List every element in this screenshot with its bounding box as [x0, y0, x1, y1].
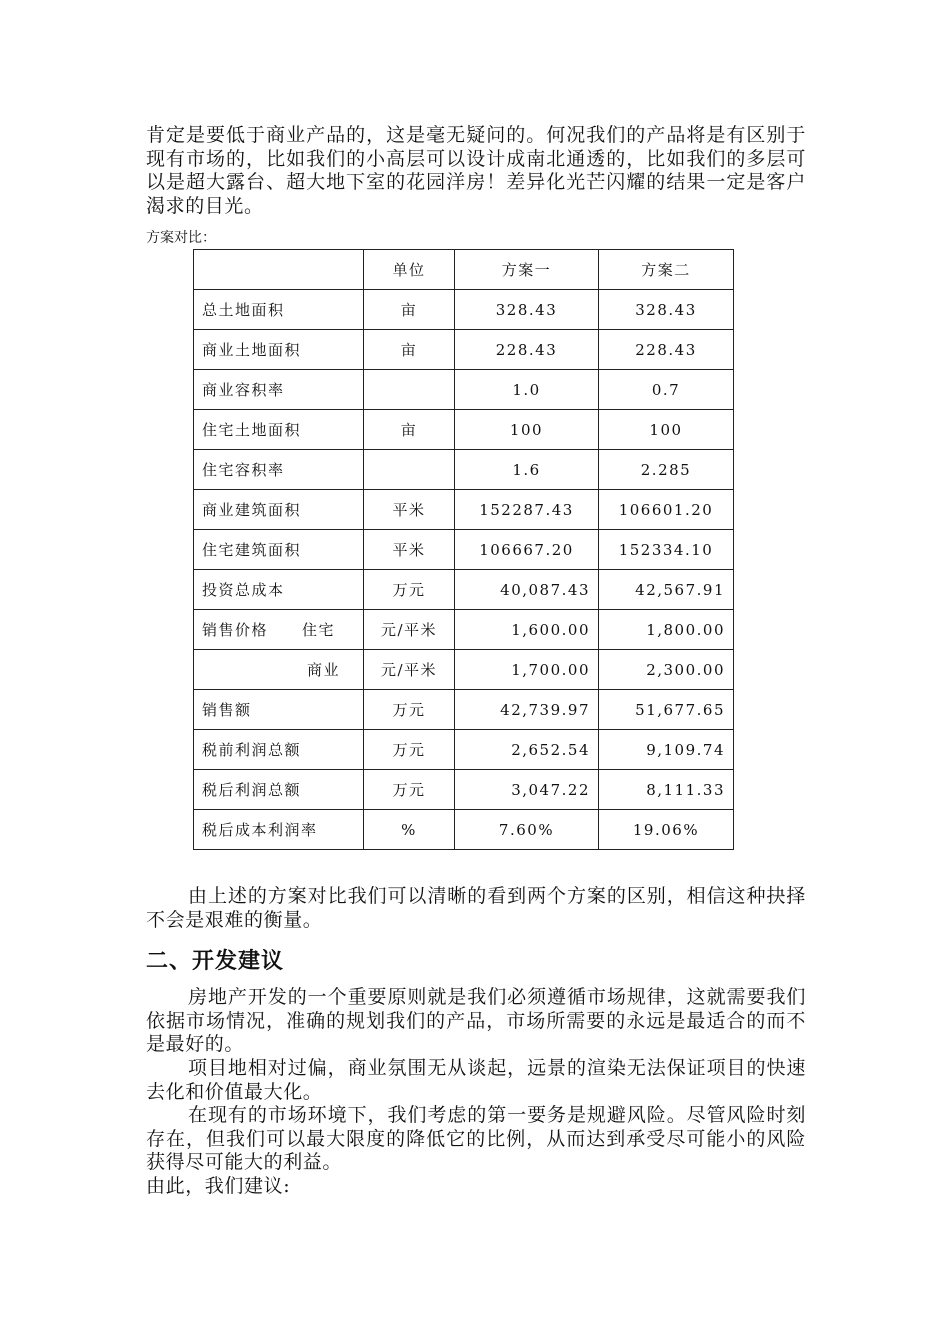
row-unit: 亩	[364, 290, 455, 330]
row-plan1-value: 1,700.00	[455, 650, 599, 690]
row-label: 税前利润总额	[194, 730, 364, 770]
row-label: 总土地面积	[194, 290, 364, 330]
table-row	[194, 810, 734, 850]
after-table-paragraph: 由上述的方案对比我们可以清晰的看到两个方案的区别，相信这种抉择不会是艰难的衡量。	[146, 885, 806, 931]
row-plan1-value: 100	[455, 410, 599, 450]
row-plan1-value: 152287.43	[455, 490, 599, 530]
table-row	[194, 650, 734, 690]
row-unit: %	[364, 810, 455, 850]
body-paragraph: 项目地相对过偏，商业氛围无从谈起，远景的渲染无法保证项目的快速去化和价值最大化。	[146, 1057, 806, 1103]
row-plan1-value: 328.43	[455, 290, 599, 330]
row-label: 商业建筑面积	[194, 490, 364, 530]
table-row	[194, 570, 734, 610]
table-row	[194, 290, 734, 330]
table-row	[194, 450, 734, 490]
row-unit: 元/平米	[364, 610, 455, 650]
table-row	[194, 490, 734, 530]
row-label: 投资总成本	[194, 570, 364, 610]
header-cell-plan1: 方案一	[455, 250, 599, 290]
row-plan2-value: 9,109.74	[599, 730, 734, 770]
row-plan2-value: 1,800.00	[599, 610, 734, 650]
row-label: 住宅建筑面积	[194, 530, 364, 570]
body-paragraph: 在现有的市场环境下，我们考虑的第一要务是规避风险。尽管风险时刻存在，但我们可以最大限度的降低它的比例，从而达到承受尽可能小的风险获得尽可能大的利益。	[146, 1104, 806, 1173]
table-header-row	[194, 250, 734, 290]
row-plan2-value: 8,111.33	[599, 770, 734, 810]
table-row	[194, 770, 734, 810]
header-cell-blank	[194, 250, 364, 290]
section-heading: 二、开发建议	[146, 949, 285, 974]
row-unit: 亩	[364, 330, 455, 370]
row-label-with-sublabel	[194, 650, 364, 690]
row-unit: 万元	[364, 690, 455, 730]
table-row	[194, 370, 734, 410]
table-row	[194, 730, 734, 770]
closing-line: 由此，我们建议:	[146, 1175, 291, 1197]
row-label: 住宅容积率	[194, 450, 364, 490]
header-cell-unit: 单位	[364, 250, 455, 290]
row-plan2-value: 0.7	[599, 370, 734, 410]
row-unit	[364, 450, 455, 490]
row-unit	[364, 370, 455, 410]
row-sublabel: 商业	[307, 661, 341, 679]
header-cell-plan2: 方案二	[599, 250, 734, 290]
table-row	[194, 690, 734, 730]
row-plan1-value: 106667.20	[455, 530, 599, 570]
row-plan1-value: 42,739.97	[455, 690, 599, 730]
table-row	[194, 530, 734, 570]
row-label-with-sublabel	[194, 610, 364, 650]
table-caption: 方案对比：	[146, 230, 216, 246]
row-label: 商业容积率	[194, 370, 364, 410]
row-plan1-value: 2,652.54	[455, 730, 599, 770]
row-plan2-value: 106601.20	[599, 490, 734, 530]
row-plan1-value: 1.6	[455, 450, 599, 490]
row-plan2-value: 51,677.65	[599, 690, 734, 730]
row-unit: 平米	[364, 490, 455, 530]
row-plan1-value: 7.60%	[455, 810, 599, 850]
row-label: 商业土地面积	[194, 330, 364, 370]
row-plan1-value: 1.0	[455, 370, 599, 410]
row-label: 税后成本利润率	[194, 810, 364, 850]
row-plan2-value: 2.285	[599, 450, 734, 490]
row-plan1-value: 3,047.22	[455, 770, 599, 810]
row-label: 销售价格	[202, 621, 269, 639]
row-unit: 万元	[364, 770, 455, 810]
row-plan2-value: 328.43	[599, 290, 734, 330]
row-label: 税后利润总额	[194, 770, 364, 810]
row-sublabel: 住宅	[302, 621, 336, 639]
table-row	[194, 610, 734, 650]
row-unit: 万元	[364, 570, 455, 610]
row-unit: 元/平米	[364, 650, 455, 690]
row-plan2-value: 42,567.91	[599, 570, 734, 610]
row-plan1-value: 40,087.43	[455, 570, 599, 610]
row-label: 住宅土地面积	[194, 410, 364, 450]
row-plan2-value: 2,300.00	[599, 650, 734, 690]
comparison-table	[193, 249, 734, 850]
row-unit: 万元	[364, 730, 455, 770]
row-unit: 平米	[364, 530, 455, 570]
table-row	[194, 330, 734, 370]
row-plan1-value: 1,600.00	[455, 610, 599, 650]
row-label: 销售额	[194, 690, 364, 730]
row-unit: 亩	[364, 410, 455, 450]
body-paragraph: 房地产开发的一个重要原则就是我们必须遵循市场规律，这就需要我们依据市场情况，准确的规划我们的产品，市场所需要的永远是最适合的而不是最好的。	[146, 986, 806, 1055]
row-plan2-value: 228.43	[599, 330, 734, 370]
row-plan2-value: 19.06%	[599, 810, 734, 850]
intro-paragraph: 肯定是要低于商业产品的，这是毫无疑问的。何况我们的产品将是有区别于现有市场的，比如我们的小高层可以设计成南北通透的，比如我们的多层可以是超大露台、超大地下室的花园洋房！差异化光芒闪耀的结果一定是客户渴求的目光。	[146, 124, 806, 217]
table-row	[194, 410, 734, 450]
row-plan2-value: 152334.10	[599, 530, 734, 570]
row-plan1-value: 228.43	[455, 330, 599, 370]
row-plan2-value: 100	[599, 410, 734, 450]
